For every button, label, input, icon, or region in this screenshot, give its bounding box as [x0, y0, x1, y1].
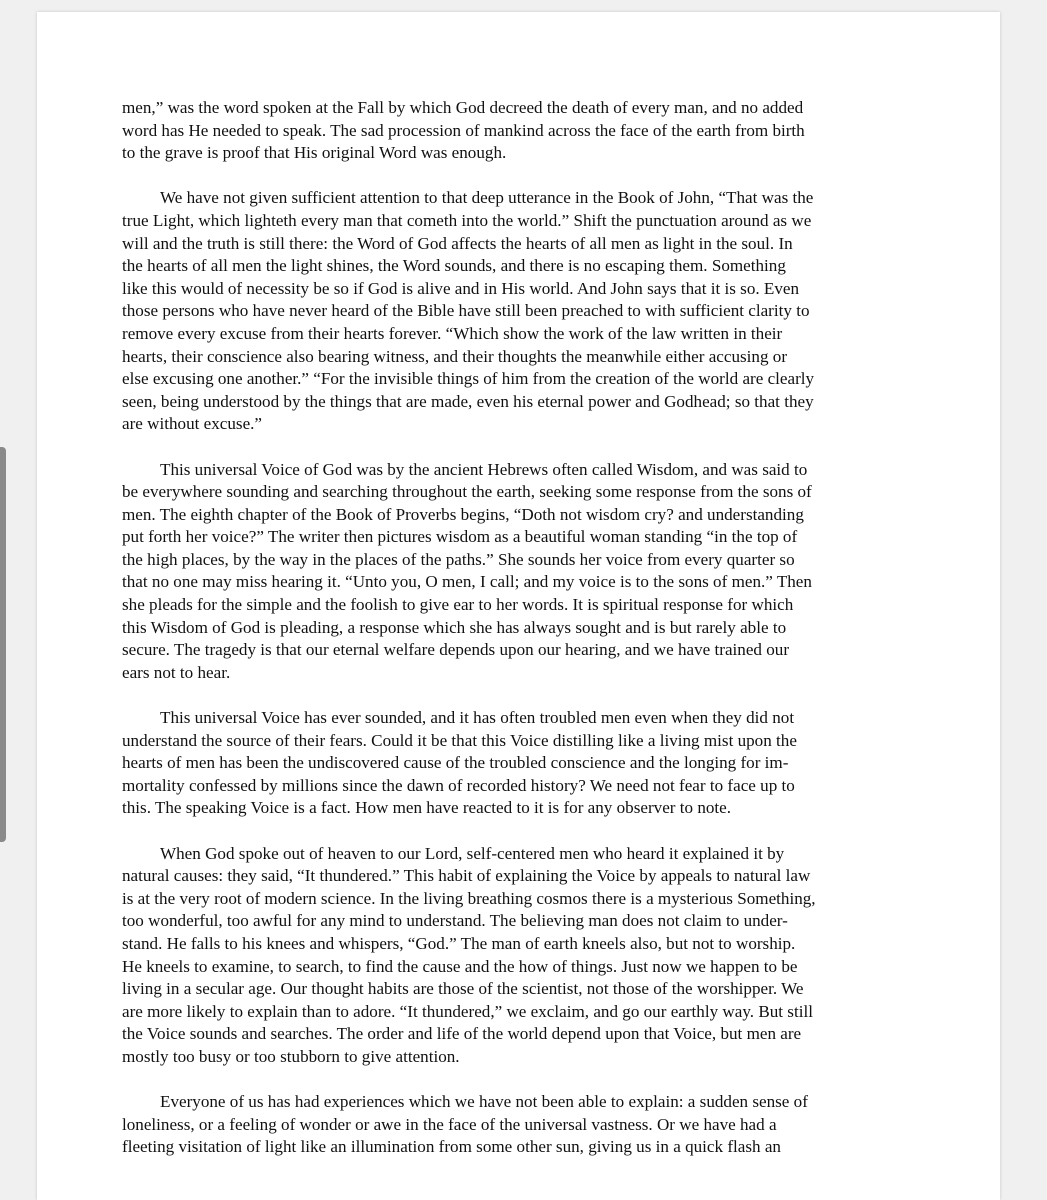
paragraph [122, 707, 896, 820]
side-scroll-handle[interactable] [0, 447, 6, 842]
text-line: remove every excuse from their hearts forever. “Which show the work of the law written in their [122, 323, 783, 343]
text-line: that no one may miss hearing it. “Unto you, O men, I call; and my voice is to the sons of men.” Then [122, 572, 812, 592]
text-line: like this would of necessity be so if God is alive and in His world. And John says that it is so. Even [122, 278, 800, 298]
text-line: men. The eighth chapter of the Book of Proverbs begins, “Doth not wisdom cry? and understanding [122, 504, 804, 524]
text-line: loneliness, or a feeling of wonder or awe in the face of the universal vastness. Or we have had a [122, 1114, 777, 1134]
text-line: This universal Voice has ever sounded, and it has often troubled men even when they did not [160, 708, 795, 728]
text-line: We have not given sufficient attention to that deep utterance in the Book of John, “That was the [160, 188, 814, 208]
text-line: this Wisdom of God is pleading, a response which she has always sought and is but rarely able to [122, 617, 787, 637]
text-line: understand the source of their fears. Could it be that this Voice distilling like a living mist upon the [122, 730, 797, 750]
text-line: stand. He falls to his knees and whispers, “God.” The man of earth kneels also, but not to worship. [122, 933, 796, 953]
text-line: mortality confessed by millions since the dawn of recorded history? We need not fear to face up to [122, 775, 795, 795]
text-line: she pleads for the simple and the foolish to give ear to her words. It is spiritual response for which [122, 595, 794, 615]
text-line: word has He needed to speak. The sad procession of mankind across the face of the earth from birth [122, 120, 805, 140]
text-line: hearts of men has been the undiscovered cause of the troubled conscience and the longing for im- [122, 753, 789, 773]
text-line: the hearts of all men the light shines, the Word sounds, and there is no escaping them. Something [122, 256, 786, 276]
text-line: the high places, by the way in the places of the paths.” She sounds her voice from every quarter so [122, 549, 795, 569]
text-line: hearts, their conscience also bearing witness, and their thoughts the meanwhile either accusing or [122, 346, 788, 366]
text-line: This universal Voice of God was by the ancient Hebrews often called Wisdom, and was said to [160, 459, 808, 479]
paragraph [122, 459, 896, 685]
document-page [37, 12, 1000, 1200]
text-line: to the grave is proof that His original Word was enough. [122, 143, 507, 163]
paragraph [122, 97, 896, 165]
text-line: put forth her voice?” The writer then pictures wisdom as a beautiful woman standing “in the top of [122, 527, 798, 547]
text-line: this. The speaking Voice is a fact. How men have reacted to it is for any observer to note. [122, 798, 732, 818]
text-line: those persons who have never heard of the Bible have still been preached to with sufficient clarity to [122, 301, 810, 321]
text-line: will and the truth is still there: the Word of God affects the hearts of all men as light in the soul. In [122, 233, 793, 253]
text-line: seen, being understood by the things that are made, even his eternal power and Godhead; so that they [122, 391, 814, 411]
text-line: He kneels to examine, to search, to find the cause and the how of things. Just now we happen to be [122, 956, 798, 976]
text-line: Everyone of us has had experiences which we have not been able to explain: a sudden sense of [160, 1092, 808, 1112]
text-line: living in a secular age. Our thought habits are those of the scientist, not those of the worshipper. We [122, 979, 804, 999]
text-line: is at the very root of modern science. In the living breathing cosmos there is a mysterious Something, [122, 888, 816, 908]
text-line: are without excuse.” [122, 414, 263, 434]
text-line: secure. The tragedy is that our eternal welfare depends upon our hearing, and we have trained our [122, 640, 790, 660]
paragraph [122, 187, 896, 436]
text-line: too wonderful, too awful for any mind to understand. The believing man does not claim to under- [122, 911, 788, 931]
paragraph [122, 843, 896, 1069]
text-line: true Light, which lighteth every man that cometh into the world.” Shift the punctuation around as we [122, 210, 812, 230]
text-line: ears not to hear. [122, 662, 231, 682]
text-line: are more likely to explain than to adore. “It thundered,” we exclaim, and go our earthly way. But still [122, 1001, 813, 1021]
text-line: natural causes: they said, “It thundered.” This habit of explaining the Voice by appeals to natural law [122, 866, 811, 886]
text-line: men,” was the word spoken at the Fall by which God decreed the death of every man, and no added [122, 98, 804, 117]
text-line: else excusing one another.” “For the invisible things of him from the creation of the world are clearly [122, 369, 815, 389]
page-text [122, 97, 896, 1182]
text-line: fleeting visitation of light like an illumination from some other sun, giving us in a quick flash an [122, 1137, 781, 1157]
text-line: the Voice sounds and searches. The order and life of the world depend upon that Voice, but men are [122, 1024, 802, 1044]
text-line: mostly too busy or too stubborn to give attention. [122, 1046, 460, 1066]
text-line: When God spoke out of heaven to our Lord, self-centered men who heard it explained it by [160, 843, 785, 863]
text-line: be everywhere sounding and searching throughout the earth, seeking some response from the sons of [122, 482, 812, 502]
paragraph [122, 1091, 896, 1159]
